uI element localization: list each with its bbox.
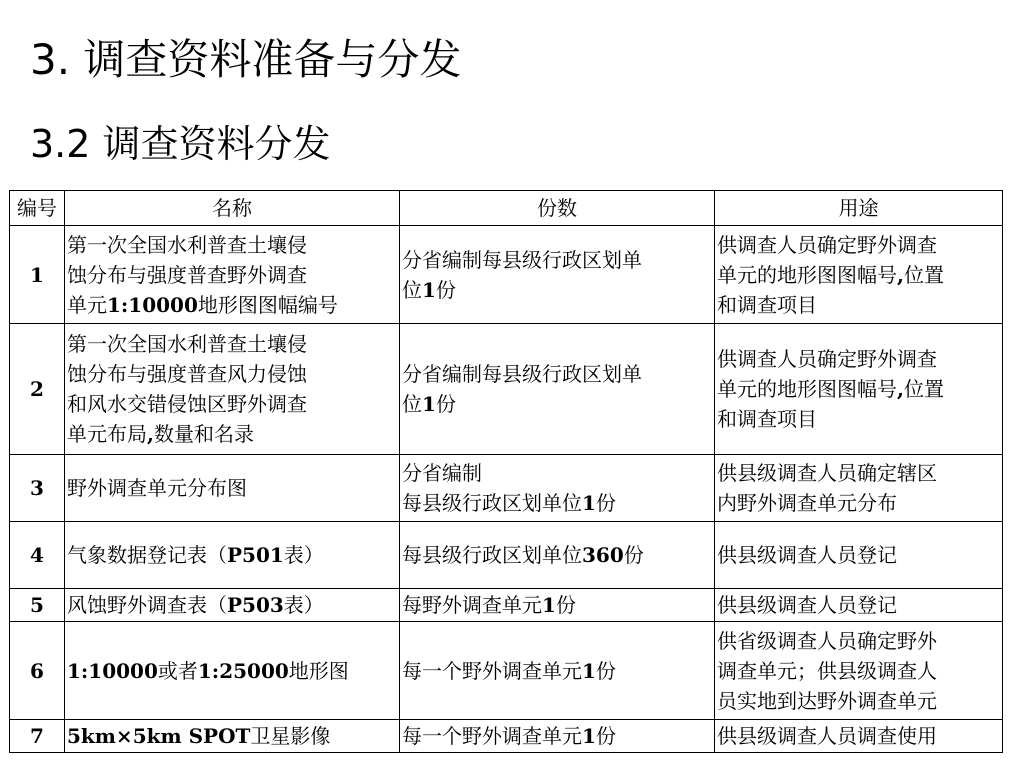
cell-quantity xyxy=(400,324,715,455)
cell-quantity-line: 位1份 xyxy=(402,392,456,416)
cell-name xyxy=(65,522,400,589)
cell-usage xyxy=(715,226,1003,324)
cell-number: 3 xyxy=(10,455,65,522)
section-subtitle: 3.2 调查资料分发 xyxy=(30,122,331,166)
cell-name-line: 5km×5km SPOT卫星影像 xyxy=(67,724,331,748)
cell-usage-line: 供调查人员确定野外调查 xyxy=(717,232,937,257)
cell-name xyxy=(65,589,400,622)
cell-usage-line: 单元的地形图图幅号,位置 xyxy=(717,262,944,287)
cell-name-line: 单元布局,数量和名录 xyxy=(67,422,254,446)
cell-usage xyxy=(715,720,1003,753)
cell-name-line: 风蚀野外调查表（P503表） xyxy=(67,593,324,617)
cell-name xyxy=(65,455,400,522)
cell-usage-line: 调查单元；供县级调查人 xyxy=(717,658,937,683)
header-number: 编号 xyxy=(10,191,65,226)
cell-quantity-line: 位1份 xyxy=(402,277,456,302)
cell-number: 2 xyxy=(10,324,65,455)
header-quantity: 份数 xyxy=(400,191,715,226)
cell-name-line: 和风水交错侵蚀区野外调查 xyxy=(67,392,307,416)
cell-usage xyxy=(715,589,1003,622)
cell-number: 5 xyxy=(10,589,65,622)
cell-number: 7 xyxy=(10,720,65,753)
cell-quantity xyxy=(400,455,715,522)
table-row xyxy=(10,622,1003,720)
cell-name-line: 蚀分布与强度普查风力侵蚀 xyxy=(67,362,307,386)
cell-usage xyxy=(715,324,1003,455)
distribution-table xyxy=(9,190,1003,753)
table-row xyxy=(10,522,1003,589)
cell-usage-line: 和调查项目 xyxy=(717,407,817,431)
table-row xyxy=(10,720,1003,753)
cell-quantity xyxy=(400,589,715,622)
cell-quantity-line: 分省编制 xyxy=(402,461,482,485)
cell-usage-line: 员实地到达野外调查单元 xyxy=(717,688,937,713)
cell-number: 4 xyxy=(10,522,65,589)
table-body xyxy=(10,226,1003,753)
cell-usage-line: 供县级调查人员登记 xyxy=(717,543,897,567)
cell-name-line: 野外调查单元分布图 xyxy=(67,476,247,500)
cell-usage-line: 供省级调查人员确定野外 xyxy=(717,628,937,653)
cell-name xyxy=(65,720,400,753)
cell-name-line: 第一次全国水利普查土壤侵 xyxy=(67,332,307,356)
table-row xyxy=(10,589,1003,622)
page-title: 3. 调查资料准备与分发 xyxy=(30,35,462,84)
cell-usage-line: 单元的地形图图幅号,位置 xyxy=(717,377,944,401)
cell-quantity xyxy=(400,522,715,589)
cell-quantity-line: 分省编制每县级行政区划单 xyxy=(402,362,642,386)
header-usage: 用途 xyxy=(715,191,1003,226)
table-row xyxy=(10,226,1003,324)
cell-usage xyxy=(715,522,1003,589)
cell-usage-line: 内野外调查单元分布 xyxy=(717,491,897,515)
cell-quantity xyxy=(400,622,715,720)
cell-usage xyxy=(715,455,1003,522)
cell-name-line: 第一次全国水利普查土壤侵 xyxy=(67,232,307,257)
cell-quantity-line: 每一个野外调查单元1份 xyxy=(402,658,616,683)
cell-quantity-line: 分省编制每县级行政区划单 xyxy=(402,247,642,272)
cell-usage-line: 供调查人员确定野外调查 xyxy=(717,347,937,371)
cell-quantity xyxy=(400,226,715,324)
cell-quantity xyxy=(400,720,715,753)
table-row xyxy=(10,455,1003,522)
cell-name xyxy=(65,324,400,455)
cell-name xyxy=(65,622,400,720)
cell-name-line: 1:10000或者1:25000地形图 xyxy=(67,658,349,683)
cell-quantity-line: 每县级行政区划单位1份 xyxy=(402,491,616,515)
table-row xyxy=(10,324,1003,455)
cell-usage-line: 供县级调查人员确定辖区 xyxy=(717,461,937,485)
cell-usage xyxy=(715,622,1003,720)
cell-name-line: 蚀分布与强度普查野外调查 xyxy=(67,262,307,287)
header-name: 名称 xyxy=(65,191,400,226)
cell-name-line: 单元1:10000地形图图幅编号 xyxy=(67,292,338,317)
cell-usage-line: 供县级调查人员调查使用 xyxy=(717,724,937,748)
cell-usage-line: 供县级调查人员登记 xyxy=(717,593,897,617)
cell-name xyxy=(65,226,400,324)
cell-quantity-line: 每野外调查单元1份 xyxy=(402,593,576,617)
cell-quantity-line: 每县级行政区划单位360份 xyxy=(402,543,644,567)
cell-usage-line: 和调查项目 xyxy=(717,292,817,317)
cell-quantity-line: 每一个野外调查单元1份 xyxy=(402,724,616,748)
table-header-row xyxy=(10,191,1003,226)
cell-name-line: 气象数据登记表（P501表） xyxy=(67,543,324,567)
cell-number: 6 xyxy=(10,622,65,720)
cell-number: 1 xyxy=(10,226,65,324)
